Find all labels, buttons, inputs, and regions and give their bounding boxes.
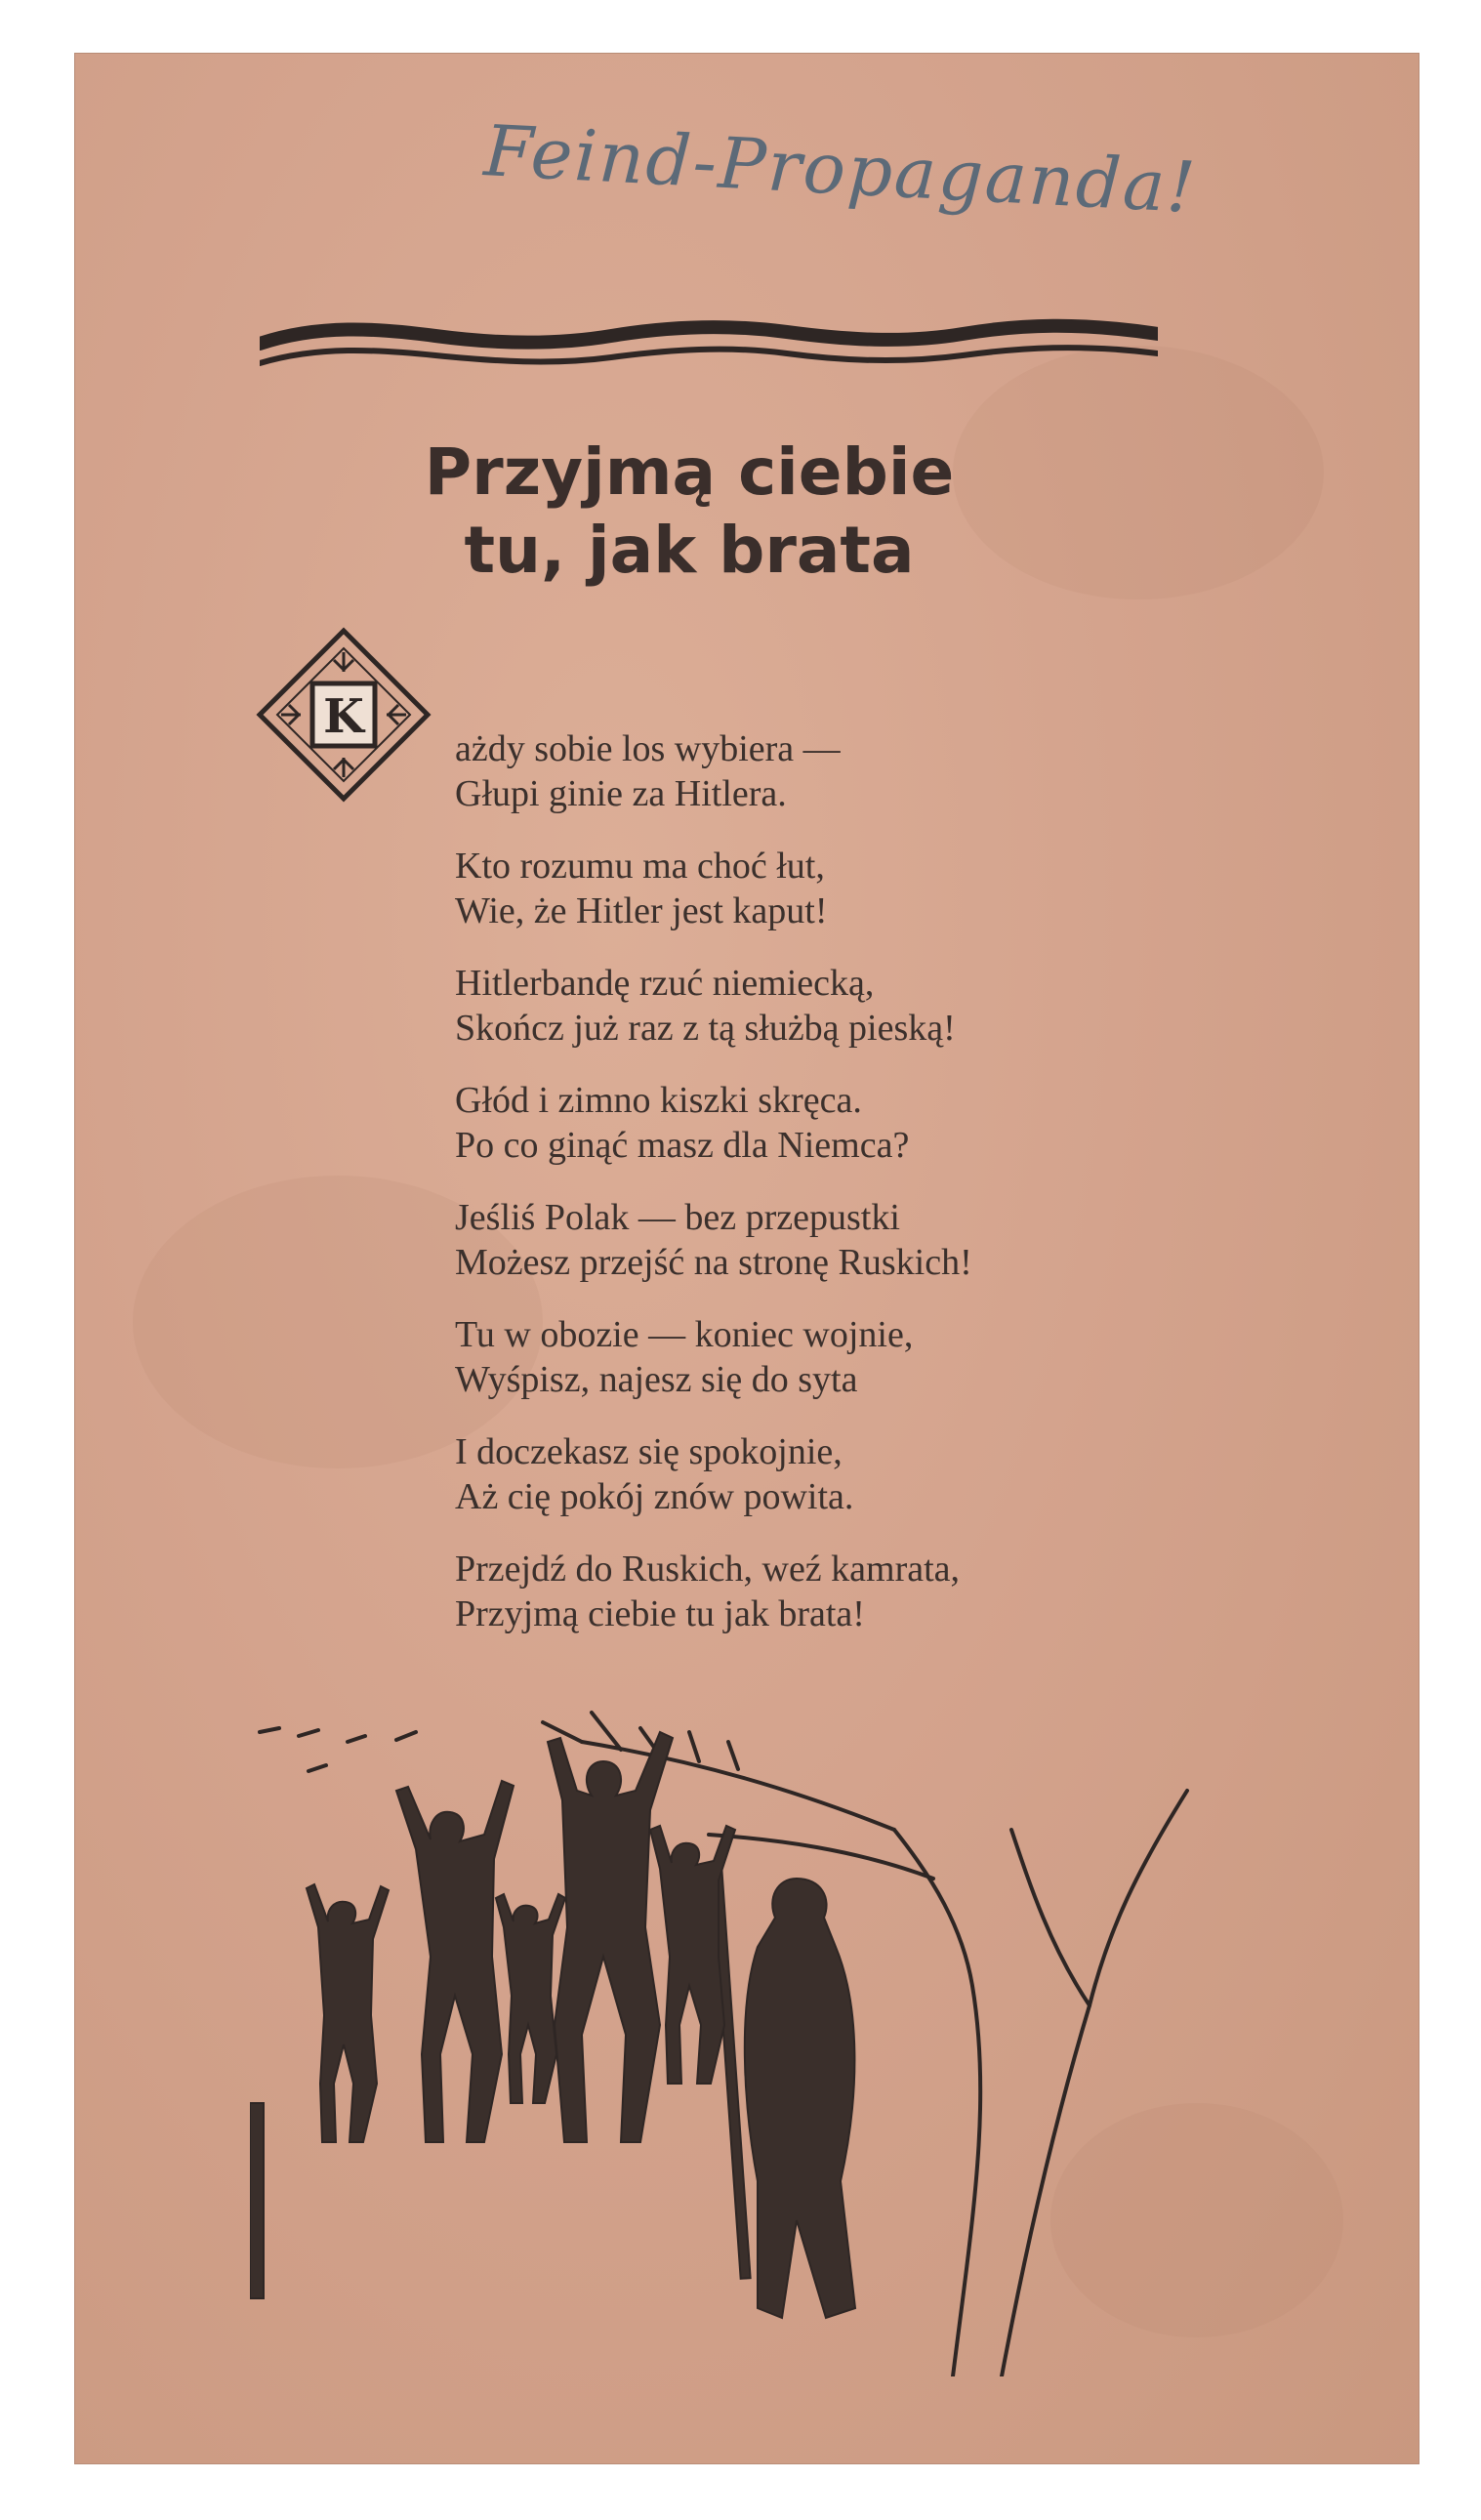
- ornamental-initial: [256, 627, 432, 803]
- handwritten-note: Feind-Propaganda!: [481, 109, 1200, 229]
- poem-line: Przejdź do Ruskich, weź kamrata,: [455, 1549, 961, 1590]
- poem-stanza: [455, 961, 1285, 1051]
- poem-body: [455, 726, 1285, 1664]
- decorative-wave-rule: [260, 297, 1158, 385]
- prisoner-figure: [396, 1781, 514, 2142]
- poem-line: Głód i zimno kiszki skręca.: [455, 1080, 862, 1121]
- prisoner-figure: [496, 1894, 565, 2103]
- poem-line: Wyśpisz, najesz się do syta: [455, 1359, 858, 1400]
- poem-line: Skończ już raz z tą służbą pieską!: [455, 1008, 956, 1049]
- poem-stanza: [455, 844, 1285, 933]
- title-line: Przyjmą ciebie: [424, 434, 955, 510]
- soldier-guard: [745, 1879, 855, 2318]
- poem-line: Głupi ginie za Hitlera.: [455, 773, 787, 814]
- poem-stanza: [455, 1195, 1285, 1285]
- initial-letter: K: [323, 689, 364, 744]
- poem-stanza: [455, 1429, 1285, 1519]
- poem-line: Możesz przejść na stronę Ruskich!: [455, 1242, 972, 1283]
- prisoner-figure: [307, 1884, 389, 2142]
- poem-line: Hitlerbandę rzuć niemiecką,: [455, 963, 875, 1004]
- leaflet-title: [250, 434, 1129, 590]
- poem-line: ażdy sobie los wybiera —: [455, 728, 841, 769]
- poem-line: Po co ginąć masz dla Niemca?: [455, 1125, 910, 1166]
- poem-stanza: [455, 726, 1285, 816]
- poem-stanza: [455, 1312, 1285, 1402]
- ornament-frame-icon: [256, 627, 432, 803]
- poem-line: Kto rozumu ma choć łut,: [455, 846, 825, 887]
- poem-line: Tu w obozie — koniec wojnie,: [455, 1314, 914, 1355]
- poem-line: Przyjmą ciebie tu jak brata!: [455, 1593, 865, 1634]
- surrender-illustration: [250, 1634, 1285, 2376]
- poem-stanza: [455, 1078, 1285, 1168]
- poem-line: Aż cię pokój znów powita.: [455, 1476, 854, 1517]
- prisoner-figure: [548, 1732, 673, 2142]
- poem-line: I doczekasz się spokojnie,: [455, 1431, 843, 1472]
- title-line: tu, jak brata: [464, 513, 915, 588]
- tree-trunk: [894, 1830, 980, 2376]
- poem-line: Jeśliś Polak — bez przepustki: [455, 1197, 900, 1238]
- poem-stanza: [455, 1547, 1285, 1636]
- leaflet-paper: [74, 53, 1419, 2464]
- poem-line: Wie, że Hitler jest kaput!: [455, 890, 828, 931]
